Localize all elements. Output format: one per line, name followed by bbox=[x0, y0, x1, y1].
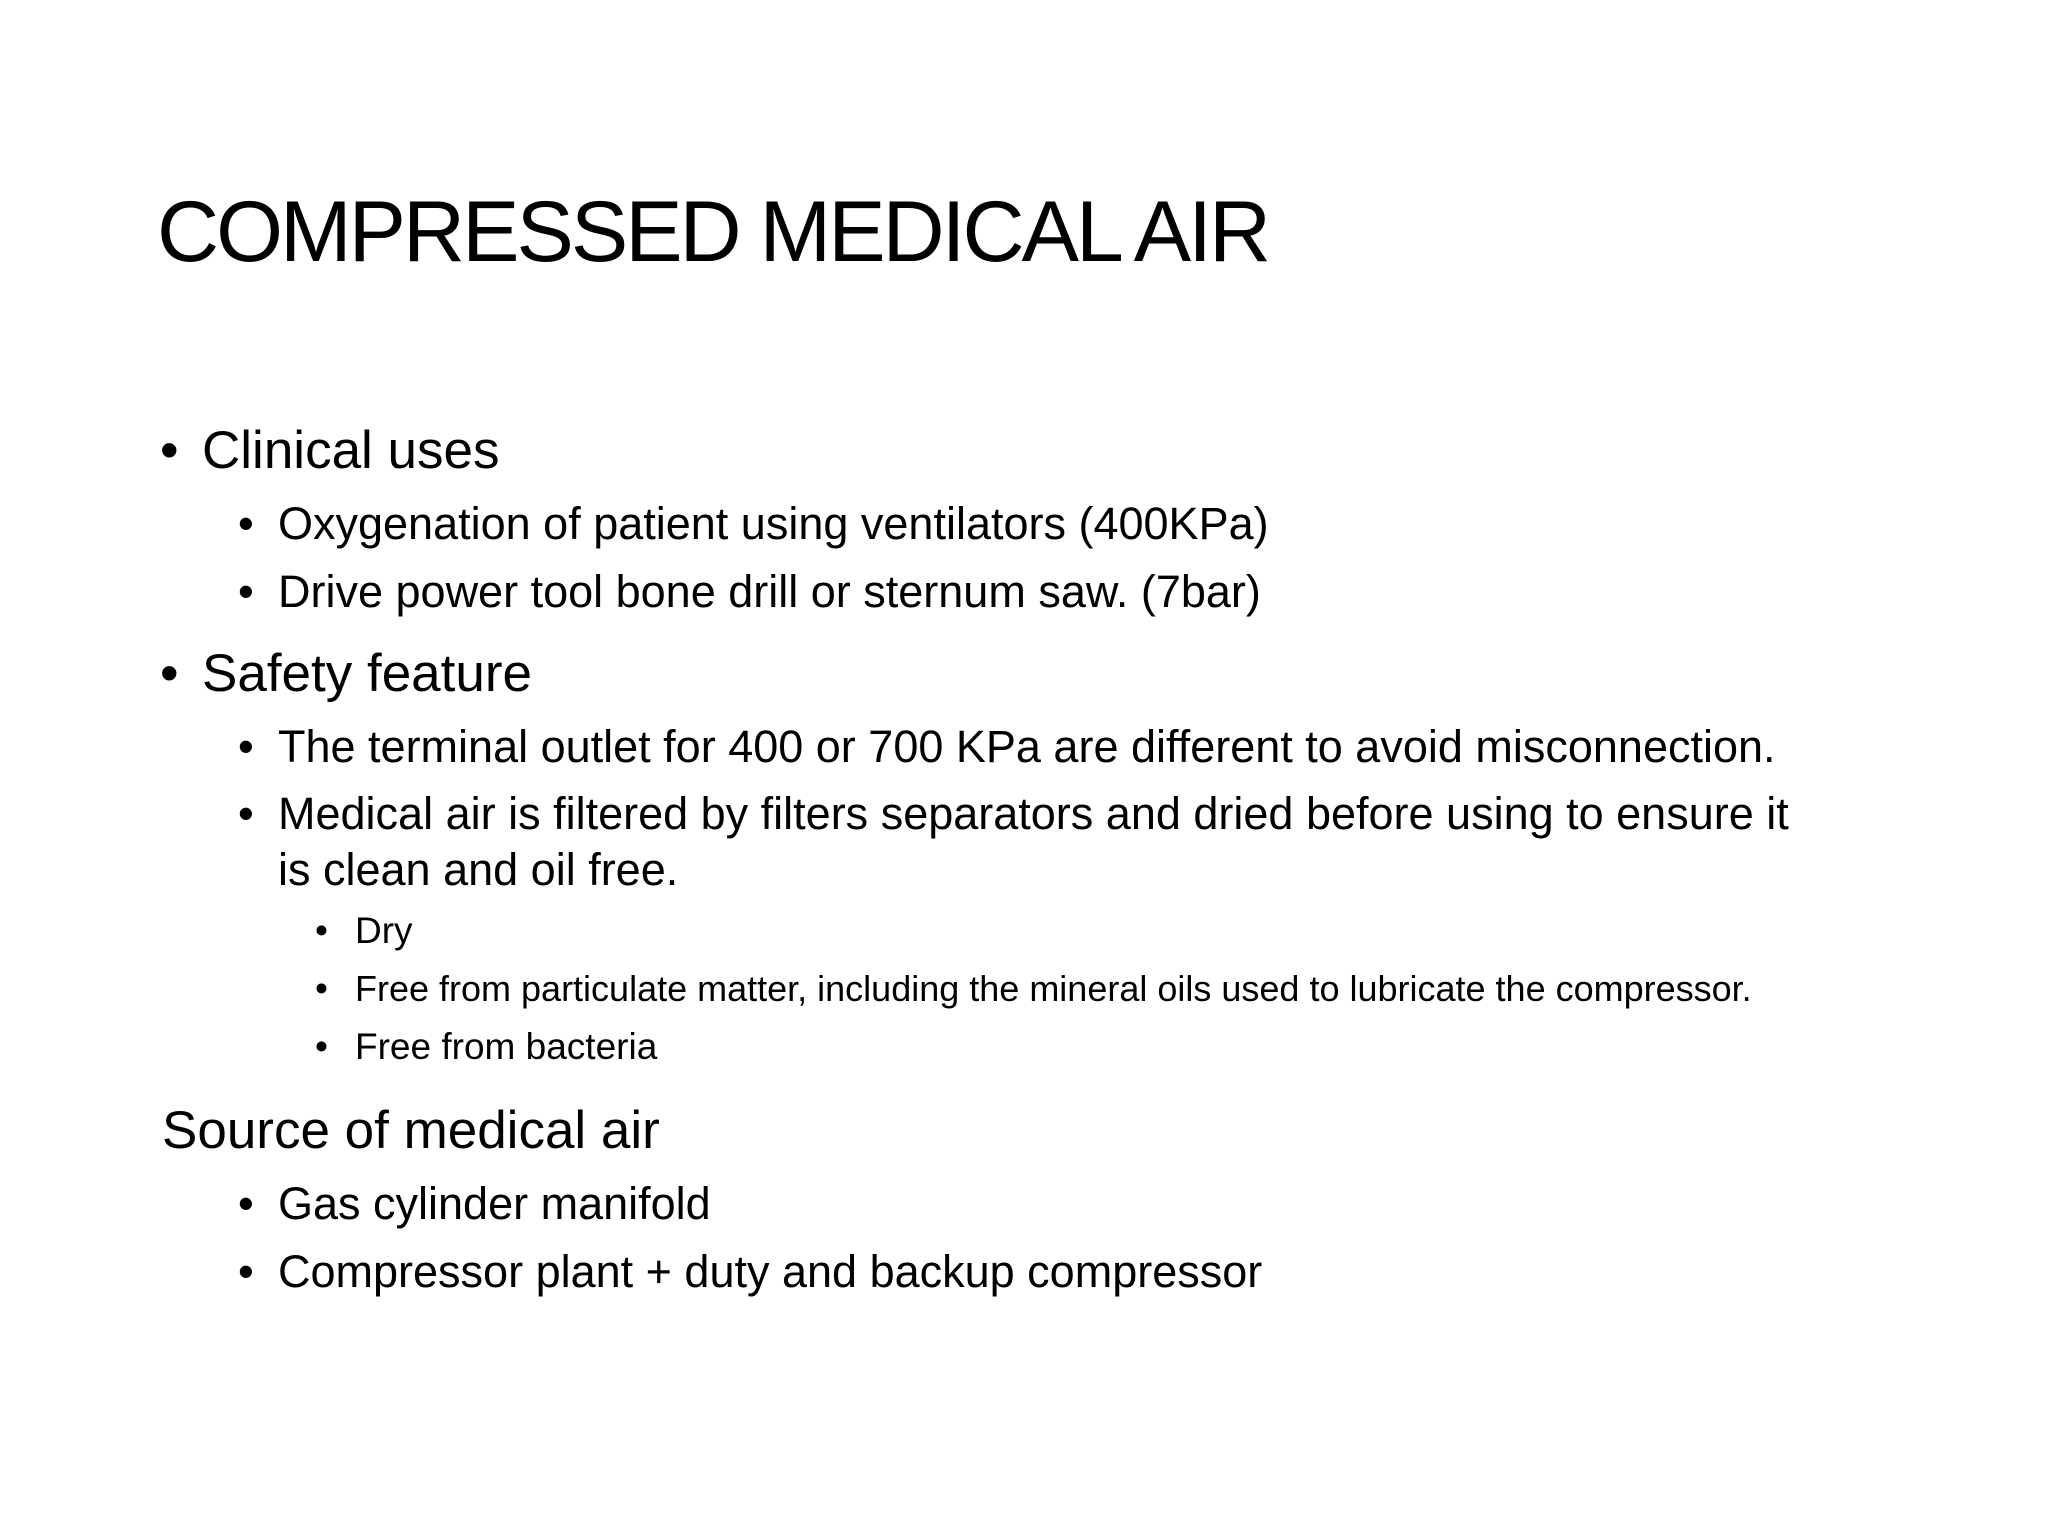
bullet-dot: • bbox=[238, 788, 254, 839]
safety-filtered: Medical air is filtered by filters separators and dried before using to ensure it bbox=[278, 788, 1789, 839]
bullet-dot: • bbox=[315, 910, 328, 951]
sub-item-bacteria: Free from bacteria bbox=[355, 1026, 658, 1067]
bullet-dot: • bbox=[160, 421, 179, 480]
bullet-dot: • bbox=[315, 1026, 328, 1067]
bullet-dot: • bbox=[315, 968, 328, 1009]
heading-safety-feature: Safety feature bbox=[202, 644, 532, 703]
bullet-dot: • bbox=[238, 566, 254, 617]
bullet-dot: • bbox=[238, 1246, 254, 1297]
safety-filtered-cont: is clean and oil free. bbox=[278, 844, 679, 895]
clinical-use-ventilators: Oxygenation of patient using ventilators (400KPa) bbox=[278, 498, 1269, 549]
clinical-use-power-tool: Drive power tool bone drill or sternum saw. (7bar) bbox=[278, 566, 1261, 617]
heading-source: Source of medical air bbox=[162, 1101, 660, 1160]
bullet-dot: • bbox=[238, 498, 254, 549]
bullet-dot: • bbox=[238, 721, 254, 772]
safety-terminal-outlet: The terminal outlet for 400 or 700 KPa are different to avoid misconnection. bbox=[278, 721, 1776, 772]
slide-title: COMPRESSED MEDICAL AIR bbox=[157, 184, 1269, 280]
heading-clinical-uses: Clinical uses bbox=[202, 421, 500, 480]
source-compressor-plant: Compressor plant + duty and backup compressor bbox=[278, 1246, 1263, 1297]
bullet-dot: • bbox=[160, 644, 179, 703]
bullet-dot: • bbox=[238, 1178, 254, 1229]
sub-item-dry: Dry bbox=[355, 910, 413, 951]
sub-item-particulate: Free from particulate matter, including the mineral oils used to lubricate the compressor. bbox=[355, 968, 1752, 1009]
source-gas-cylinder: Gas cylinder manifold bbox=[278, 1178, 711, 1229]
